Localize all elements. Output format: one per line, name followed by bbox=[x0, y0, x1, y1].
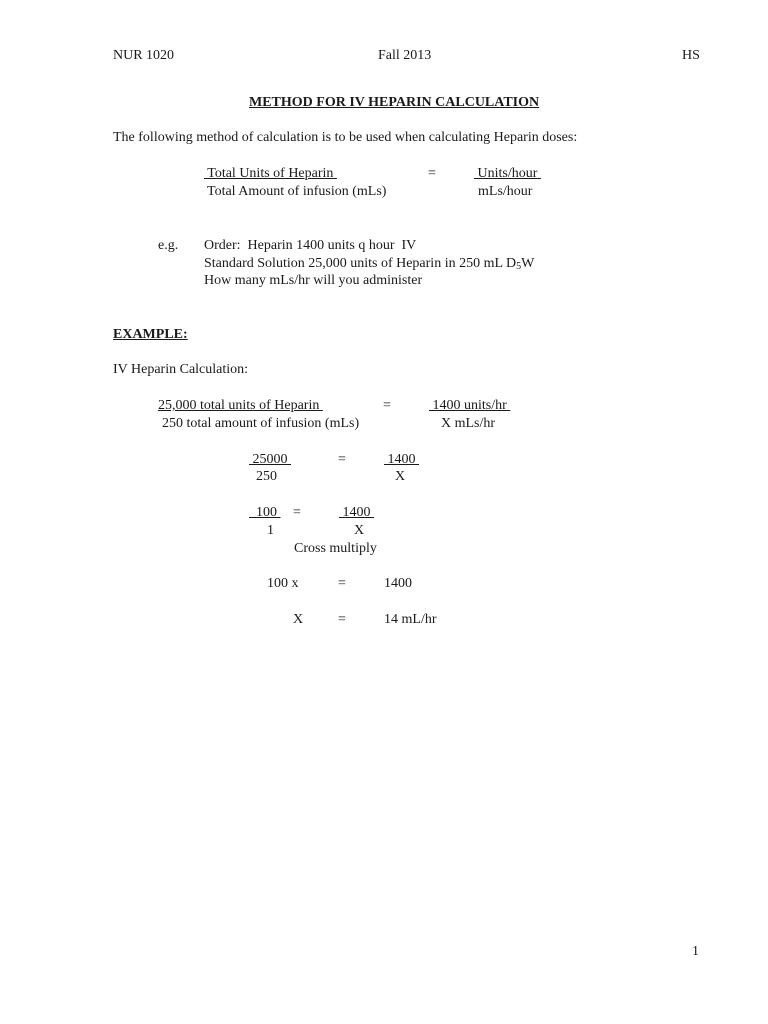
step2-right-denominator: X bbox=[395, 469, 406, 484]
formula-equals: = bbox=[428, 166, 436, 181]
example-heading: EXAMPLE: bbox=[113, 327, 188, 342]
step3-right-numerator: 1400 bbox=[342, 505, 371, 520]
step3-note: Cross multiply bbox=[294, 541, 377, 556]
step1-equals: = bbox=[383, 398, 391, 413]
formula-right-denominator: mLs/hour bbox=[478, 184, 533, 199]
eg-label: e.g. bbox=[158, 238, 179, 253]
step2-equals: = bbox=[338, 452, 346, 467]
step4-equals: = bbox=[338, 576, 346, 591]
eg-solution: Standard Solution 25,000 units of Heparin in 250 mL $D_5W$ bbox=[204, 256, 535, 272]
step1-right-numerator: 1400 units/hr bbox=[432, 398, 507, 413]
eg-order: Order: Heparin 1400 units q hour IV bbox=[204, 238, 417, 253]
step2-right-numerator: 1400 bbox=[387, 452, 416, 467]
header-course: NUR 1020 bbox=[113, 48, 175, 63]
step5-right: 14 mL/hr bbox=[384, 612, 437, 627]
step3-left-numerator: 100 bbox=[256, 505, 277, 520]
step3-right-denominator: X bbox=[354, 523, 365, 538]
formula-left-denominator: Total Amount of infusion (mLs) bbox=[207, 184, 387, 199]
step1-right-denominator: X mLs/hr bbox=[441, 416, 496, 431]
document-title: METHOD FOR IV HEPARIN CALCULATION bbox=[249, 95, 540, 110]
step3-equals: = bbox=[293, 505, 301, 520]
header-term: Fall 2013 bbox=[378, 48, 432, 63]
intro-text: The following method of calculation is to be used when calculating Heparin doses: bbox=[113, 130, 578, 145]
step5-left: X bbox=[293, 612, 304, 627]
step2-left-denominator: 250 bbox=[256, 469, 277, 484]
step2-left-numerator: 25000 bbox=[252, 452, 288, 467]
page-number: 1 bbox=[692, 944, 699, 959]
calc-heading: IV Heparin Calculation: bbox=[113, 362, 249, 377]
eg-solution-subscript: 5 bbox=[516, 261, 522, 272]
step4-right: 1400 bbox=[384, 576, 412, 591]
step1-left-denominator: 250 total amount of infusion (mLs) bbox=[162, 416, 360, 431]
eg-question: How many mLs/hr will you administer bbox=[204, 273, 423, 288]
formula-left-numerator: Total Units of Heparin bbox=[207, 166, 334, 181]
formula-right-numerator: Units/hour bbox=[477, 166, 538, 181]
step4-left: 100 x bbox=[267, 576, 299, 591]
step3-left-denominator: 1 bbox=[267, 523, 274, 538]
step5-equals: = bbox=[338, 612, 346, 627]
step1-left-numerator: 25,000 total units of Heparin bbox=[158, 398, 320, 413]
header-initials: HS bbox=[682, 48, 700, 63]
